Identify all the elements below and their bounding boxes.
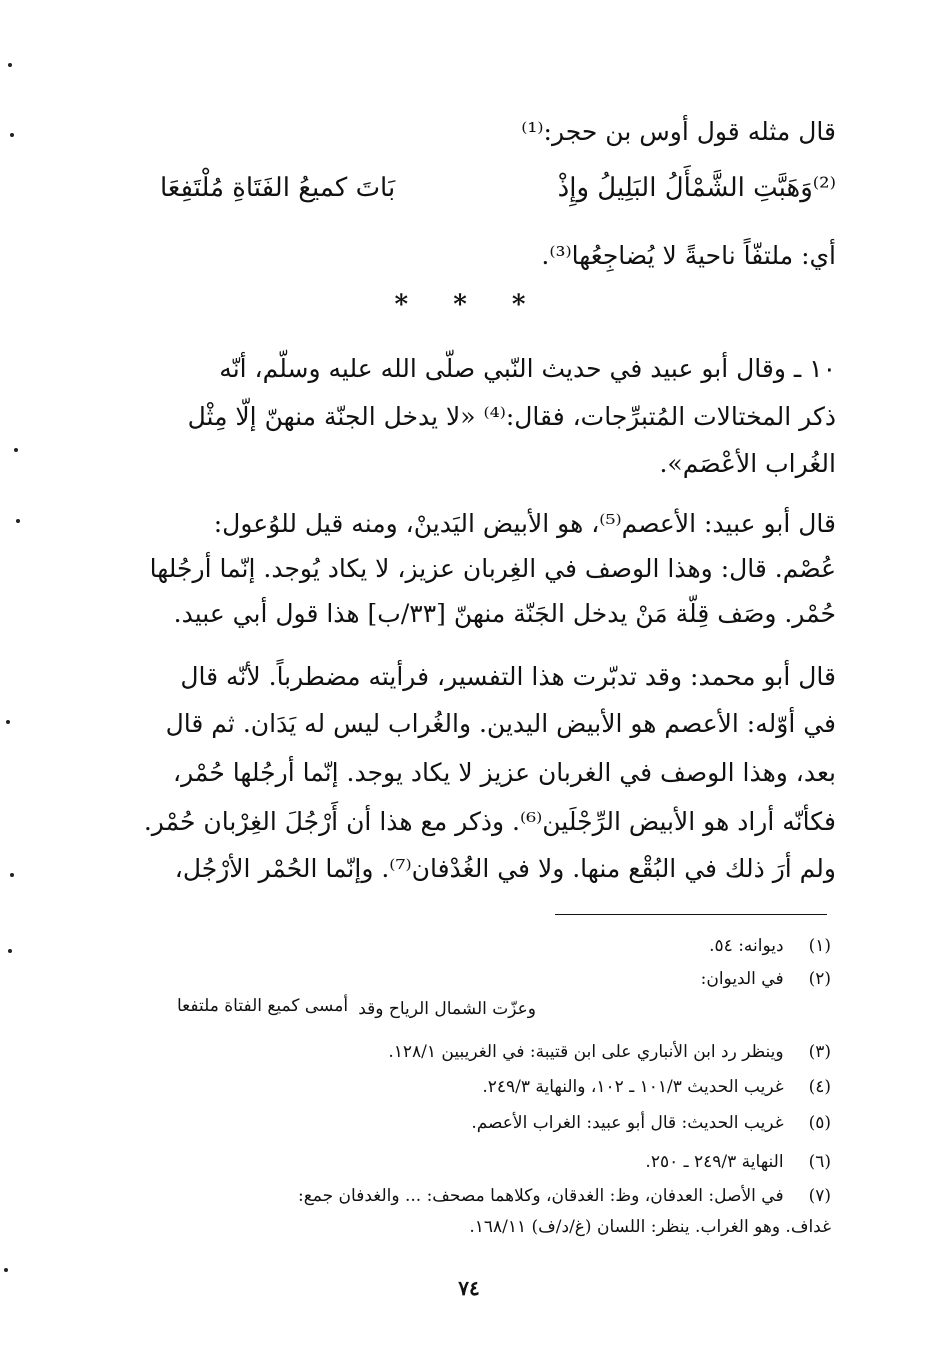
paragraph-2-line: عُصْم. قال: وهذا الوصف في الغِربان عزيز، لا يكاد يُوجد. إنّما أرجُلها [149,554,836,583]
footnote-text: غريب الحديث ١٠١/٣ ـ ١٠٢، والنهاية ٢٤٩/٣. [482,1077,784,1097]
scan-speck [4,1268,8,1272]
paragraph-3-line: بعد، وهذا الوصف في الغربان عزيز لا يكاد يوجد. إنّما أرجُلها حُمْر، [173,758,836,787]
paragraph-3-line: في أوّله: الأعصم هو الأبيض اليدين. والغُراب ليس له يَدَان. ثم قال [165,709,836,738]
footnote-text: في الأصل: العدفان، وظ: الغدقان، وكلاهما مصحف: ... والغدفان جمع: [298,1186,784,1206]
footnote-text: غريب الحديث: قال أبو عبيد: الغراب الأعصم. [471,1113,784,1133]
footnote-7 [298,1184,831,1208]
verse-left-hemistich: بَاتَ كميعُ الفَتَاةِ مُلْتَفِعَا [160,173,396,203]
footnote-6 [645,1150,831,1174]
footnote-7-continuation: غداف. وهو الغراب. ينظر: اللسان (غ/د/ف) ١٦٨/١١. [469,1217,831,1237]
footnote-text: النهاية ٢٤٩/٣ ـ ٢٥٠. [645,1152,784,1172]
footnote-number: (٥) [808,1113,831,1133]
verse-right-hemistich: ⁽²⁾وَهَبَّتِ الشَّمْأَلُ البَلِيلُ وإِذْ [557,173,836,203]
paragraph-1-line: ١٠ ـ وقال أبو عبيد في حديث النّبي صلّى الله عليه وسلّم، أنّه [219,354,836,383]
footnote-text: وينظر رد ابن الأنباري على ابن قتيبة: في الغريبين ١٢٨/١. [388,1042,784,1062]
scan-speck [8,63,12,67]
footnote-3 [388,1040,831,1064]
footnote-1 [709,934,831,958]
footnote-number: (٧) [808,1186,831,1206]
paragraph-2-line: حُمْر. وصَف قِلّة مَنْ يدخل الجَنّة منهنّ [٣٣/ب] هذا قول أبي عبيد. [173,599,836,628]
footnote-number: (١) [808,936,831,956]
scan-speck [16,519,20,523]
scan-speck [10,133,14,137]
footnote-2 [701,967,831,991]
paragraph-3-line: ولم أرَ ذلك في البُقْع منها. ولا في الغُدْفان⁽⁷⁾. وإنّما الحُمْر الأرْجُل، [174,854,836,883]
footnote-text: ديوانه: ٥٤. [709,936,784,956]
paragraph-2-line: قال أبو عبيد: الأعصم⁽⁵⁾، هو الأبيض اليَدينْ، ومنه قيل للوُعول: [213,509,836,538]
footnote-4 [482,1075,831,1099]
scan-speck [14,448,18,452]
footnote-divider [555,914,827,915]
footnote-number: (٤) [808,1077,831,1097]
footnote-2-verse-right: وعزّت الشمال الرياح وقد [358,999,536,1019]
footnote-2-verse-left: أمسى كميع الفتاة ملتفعا [177,996,349,1016]
intro-line: قال مثله قول أوس بن حجر:⁽¹⁾ [521,117,836,146]
page-number: ٧٤ [458,1276,480,1300]
footnote-number: (٦) [808,1152,831,1172]
footnote-number: (٢) [808,969,831,989]
footnote-text: في الديوان: [700,969,784,989]
paragraph-1-line: الغُراب الأعْصَم». [659,449,836,478]
section-separator: * * * [394,290,544,320]
paragraph-1-line: ذكر المختالات المُتبرِّجات، فقال:⁽⁴⁾ «لا يدخل الجنّة منهنّ إلّا مِثْل [187,402,836,431]
scan-speck [10,873,14,877]
paragraph-3-line: قال أبو محمد: وقد تدبّرت هذا التفسير، فرأيته مضطرباً. لأنّه قال [180,662,836,691]
scan-speck [6,720,10,724]
verse-gloss: أي: ملتفّاً ناحيةً لا يُضاجِعُها⁽³⁾. [541,241,836,270]
scan-speck [8,949,12,953]
footnote-number: (٣) [808,1042,831,1062]
footnote-5 [471,1111,831,1135]
paragraph-3-line: فكأنّه أراد هو الأبيض الرِّجْلَين⁽⁶⁾. وذكر مع هذا أن أَرْجُلَ الغِرْبان حُمْر. [143,807,836,836]
